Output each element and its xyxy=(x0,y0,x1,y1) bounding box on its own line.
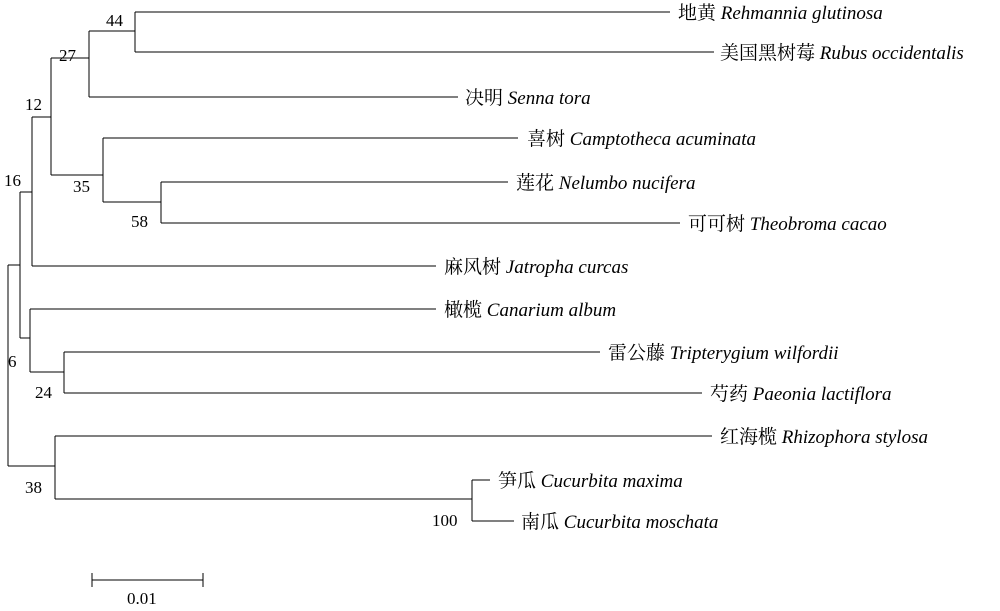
leaf-label-rhizophora xyxy=(720,426,928,448)
leaf-sci-name: Nelumbo nucifera xyxy=(558,173,696,194)
scale-bar xyxy=(92,573,203,608)
leaf-label-senna xyxy=(465,87,591,109)
support-value-6: 6 xyxy=(8,352,17,371)
leaf-labels xyxy=(444,2,964,533)
support-value-38: 38 xyxy=(25,478,42,497)
leaf-label-paeonia xyxy=(710,383,892,405)
leaf-cn-name: 可可树 xyxy=(688,214,746,235)
leaf-label-jatropha xyxy=(444,256,628,278)
leaf-cn-name: 芍药 xyxy=(710,384,749,405)
leaf-cn-name: 雷公藤 xyxy=(608,343,666,364)
leaf-sci-name: Jatropha curcas xyxy=(505,257,629,278)
leaf-cn-name: 决明 xyxy=(465,88,504,109)
leaf-label-cucurbita-maxima xyxy=(498,470,683,492)
leaf-label-rubus xyxy=(720,42,964,64)
leaf-sci-name: Cucurbita moschata xyxy=(563,512,719,533)
leaf-label-tripterygium xyxy=(608,342,839,364)
leaf-cn-name: 莲花 xyxy=(516,173,555,194)
scale-bar-label: 0.01 xyxy=(127,589,157,608)
leaf-sci-name: Rhizophora stylosa xyxy=(781,427,928,448)
leaf-cn-name: 南瓜 xyxy=(521,512,560,533)
leaf-label-camptotheca xyxy=(527,128,756,150)
leaf-cn-name: 喜树 xyxy=(527,129,566,150)
support-value-12: 12 xyxy=(25,95,42,114)
leaf-sci-name: Rehmannia glutinosa xyxy=(720,3,883,24)
support-value-44: 44 xyxy=(106,11,123,30)
leaf-cn-name: 美国黑树莓 xyxy=(720,43,816,64)
leaf-sci-name: Cucurbita maxima xyxy=(540,471,683,492)
leaf-sci-name: Canarium album xyxy=(486,300,617,321)
leaf-sci-name: Theobroma cacao xyxy=(749,214,887,235)
support-value-27: 27 xyxy=(59,46,76,65)
leaf-sci-name: Senna tora xyxy=(507,88,591,109)
support-value-58: 58 xyxy=(131,212,148,231)
leaf-cn-name: 地黄 xyxy=(678,3,717,24)
leaf-label-canarium xyxy=(444,299,616,321)
leaf-cn-name: 麻风树 xyxy=(444,257,502,278)
leaf-sci-name: Camptotheca acuminata xyxy=(569,129,757,150)
leaf-sci-name: Rubus occidentalis xyxy=(819,43,964,64)
leaf-sci-name: Tripterygium wilfordii xyxy=(669,343,839,364)
leaf-label-cucurbita-moschata xyxy=(521,511,718,533)
leaf-cn-name: 红海榄 xyxy=(720,427,778,448)
leaf-label-rehmannia xyxy=(678,2,883,24)
support-value-24: 24 xyxy=(35,383,52,402)
support-value-16: 16 xyxy=(4,171,21,190)
leaf-label-theobroma xyxy=(688,213,887,235)
support-value-100: 100 xyxy=(432,511,458,530)
leaf-cn-name: 笋瓜 xyxy=(498,471,537,492)
support-value-35: 35 xyxy=(73,177,90,196)
leaf-cn-name: 橄榄 xyxy=(444,300,483,321)
leaf-label-nelumbo xyxy=(516,172,695,194)
leaf-sci-name: Paeonia lactiflora xyxy=(752,384,892,405)
support-values xyxy=(4,11,458,530)
